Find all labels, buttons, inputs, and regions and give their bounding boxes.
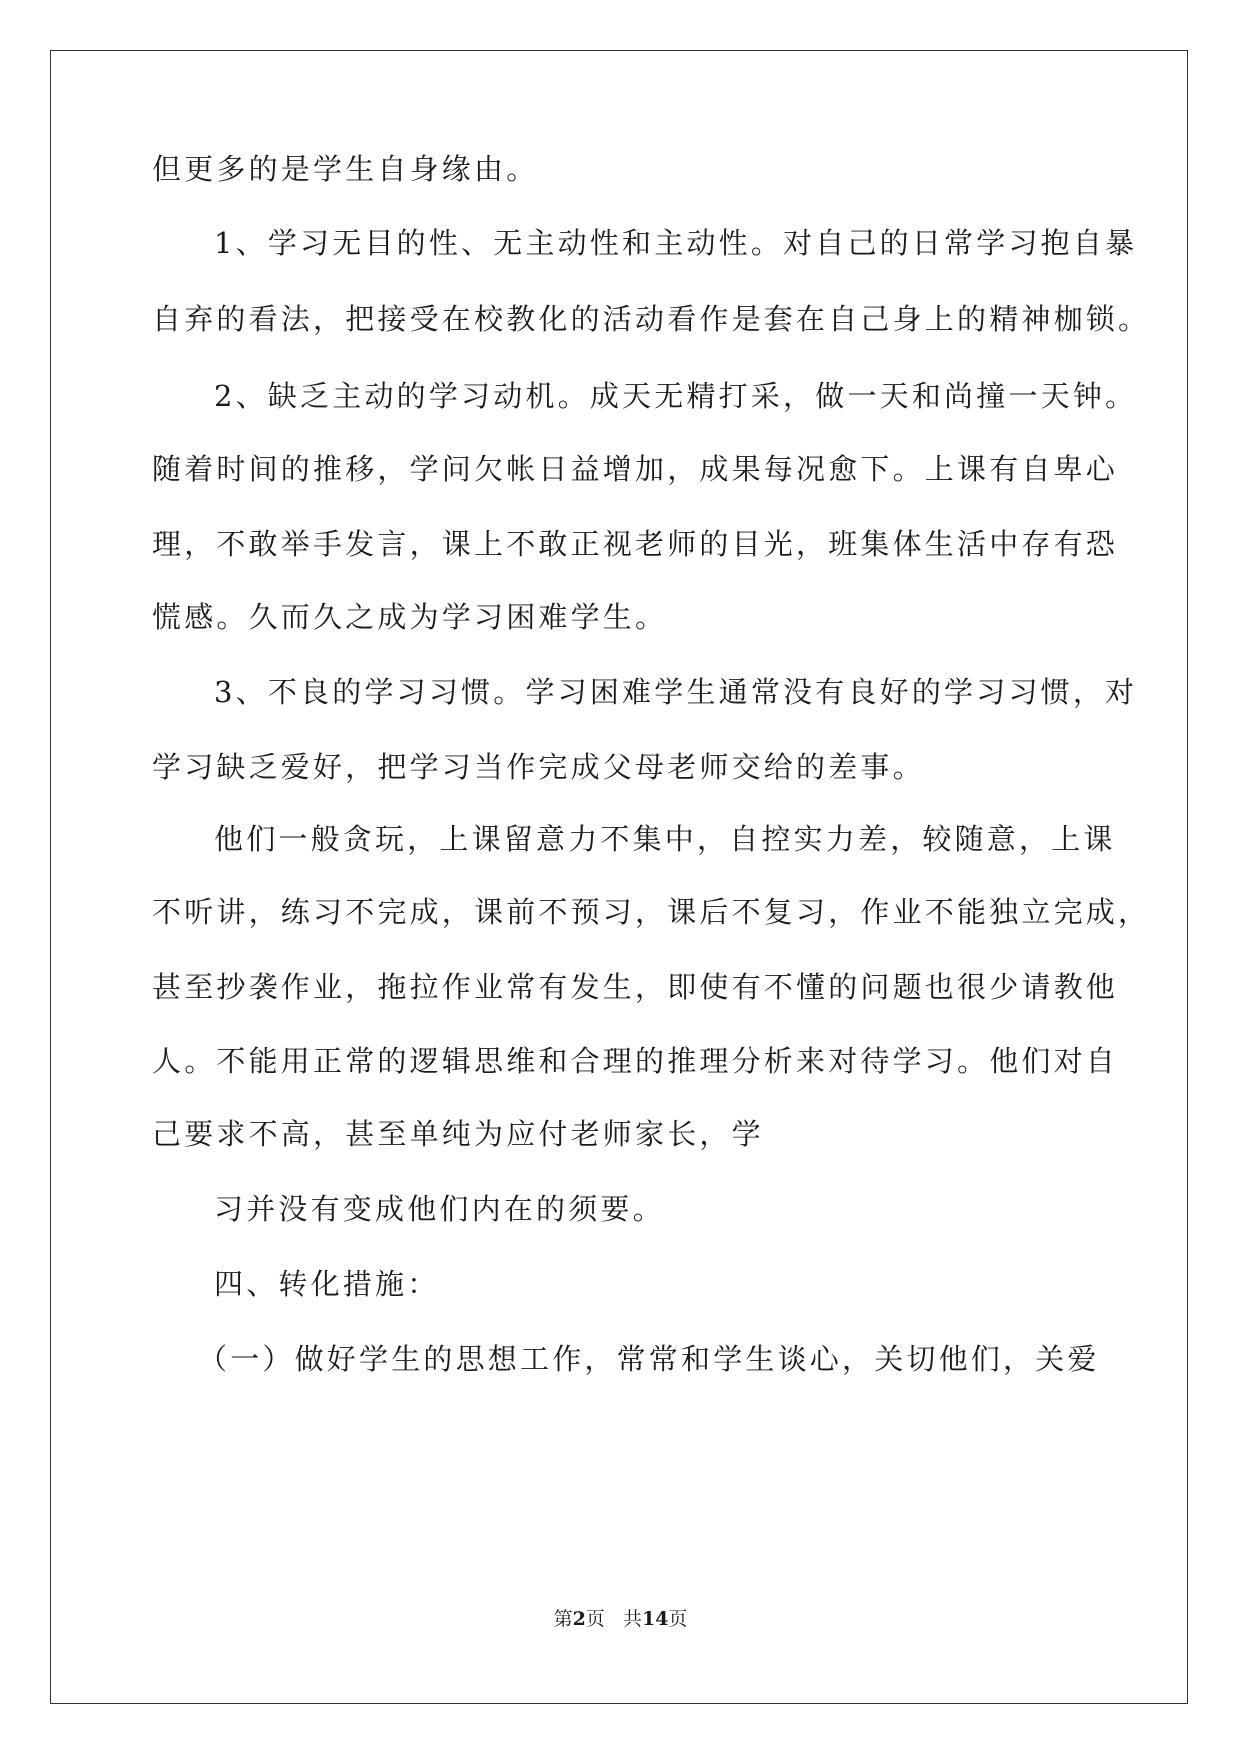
total-pages: 14 (641, 1608, 669, 1630)
text-line: 不听讲，练习不完成，课前不预习，课后不复习，作业不能独立完成， (152, 895, 1151, 929)
text-line: 但更多的是学生自身缘由。 (152, 152, 539, 186)
text-line: 理，不敢举手发言，课上不敢正视老师的目光，班集体生活中存有恐 (152, 527, 1119, 561)
text-line: 自弃的看法，把接受在校教化的活动看作是套在自己身上的精神枷锁。 (152, 302, 1151, 336)
text-line: 己要求不高，甚至单纯为应付老师家长，学 (152, 1117, 764, 1151)
text-line: 人。不能用正常的逻辑思维和合理的推理分析来对待学习。他们对自 (152, 1044, 1119, 1078)
total-prefix: 共 (622, 1608, 642, 1630)
section-heading: 四、转化措施： (214, 1267, 440, 1301)
text-line: 甚至抄袭作业，拖拉作业常有发生，即使有不懂的问题也很少请教他 (152, 970, 1119, 1004)
text-line: 学习缺乏爱好，把学习当作完成父母老师交给的差事。 (152, 750, 925, 784)
text-line: 他们一般贪玩，上课留意力不集中，自控实力差，较随意，上课 (214, 822, 1116, 856)
page-footer (0, 1604, 1241, 1631)
page-border (50, 50, 1188, 1704)
total-suffix: 页 (668, 1608, 688, 1630)
page-number: 2 (572, 1608, 586, 1630)
text-line: 随着时间的推移，学问欠帐日益增加，成果每况愈下。上课有自卑心 (152, 452, 1119, 486)
text-line: （一）做好学生的思想工作，常常和学生谈心，关切他们，关爱 (198, 1342, 1100, 1376)
text-line: 2、缺乏主动的学习动机。成天无精打采，做一天和尚撞一天钟。 (214, 379, 1138, 413)
text-line: 3、不良的学习习惯。学习困难学生通常没有良好的学习习惯，对 (214, 675, 1138, 709)
text-line: 习并没有变成他们内在的须要。 (214, 1192, 665, 1226)
page-suffix: 页 (585, 1608, 605, 1630)
page-prefix: 第 (553, 1608, 573, 1630)
text-line: 1、学习无目的性、无主动性和主动性。对自己的日常学习抱自暴 (214, 226, 1138, 260)
text-line: 慌感。久而久之成为学习困难学生。 (152, 600, 668, 634)
